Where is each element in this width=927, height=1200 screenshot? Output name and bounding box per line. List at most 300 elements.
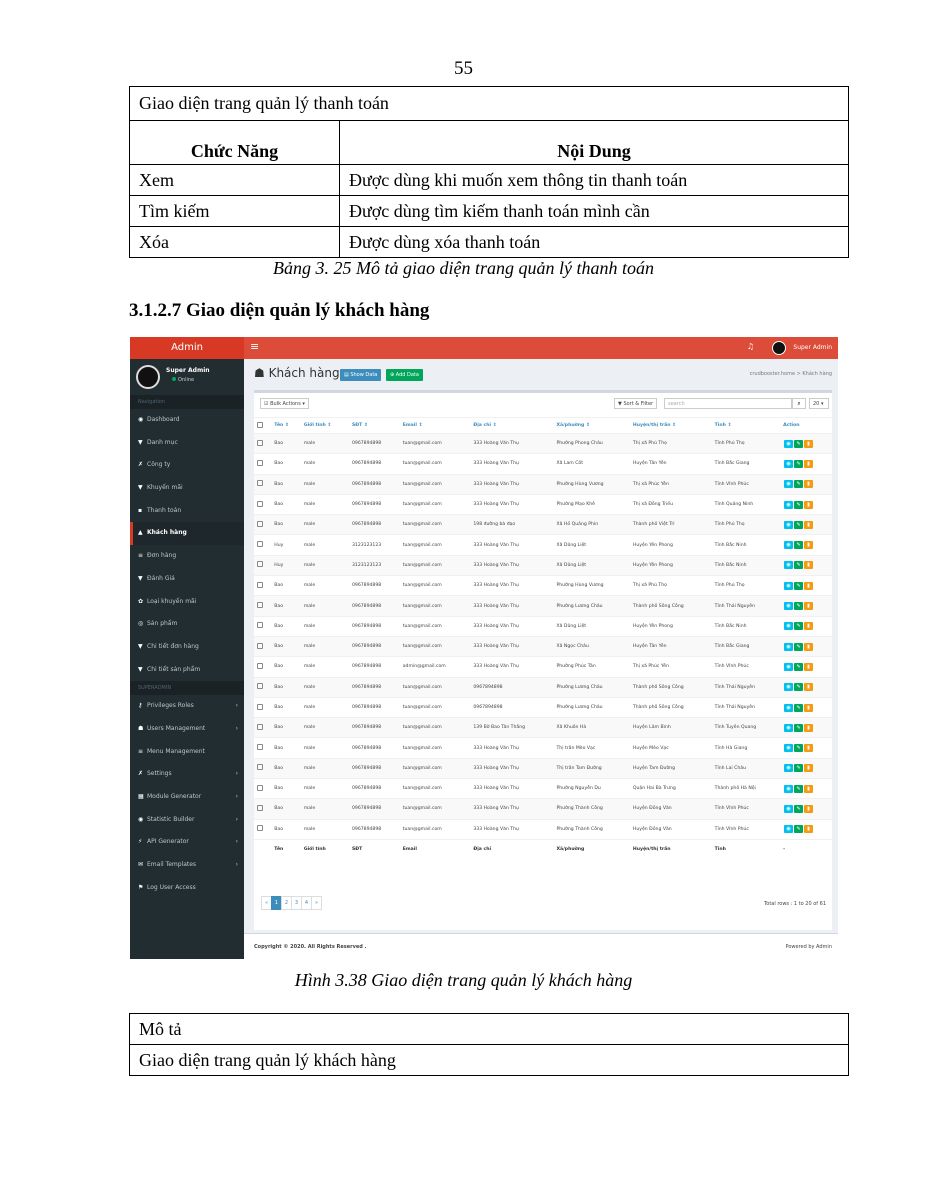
table-cell: Thị xã Phú Thọ [630, 576, 712, 596]
trash-icon[interactable]: ▮ [804, 561, 813, 569]
search-icon[interactable]: ⌕ [792, 398, 806, 409]
table-cell: Bao [271, 779, 301, 799]
eye-icon[interactable]: ◉ [784, 825, 793, 833]
table-cell: Tỉnh Thái Nguyên [712, 697, 780, 717]
eye-icon[interactable]: ◉ [784, 541, 793, 549]
api-icon: ⚡ [138, 838, 143, 846]
add-data-button[interactable]: ⊕ Add Data [386, 369, 423, 381]
limit-select[interactable]: 20 ▾ [809, 398, 829, 409]
trash-icon[interactable]: ▮ [804, 683, 813, 691]
eye-icon[interactable]: ◉ [784, 440, 793, 448]
sidebar-item[interactable] [130, 695, 244, 718]
table-cell: Được dùng xóa thanh toán [340, 227, 849, 258]
table-row [254, 515, 832, 535]
table-cell: Tỉnh Thái Nguyên [712, 596, 780, 616]
row-checkbox[interactable] [257, 704, 263, 710]
row-checkbox-cell[interactable] [254, 636, 271, 656]
row-checkbox-cell[interactable] [254, 474, 271, 494]
table-cell: tuan@gmail.com [400, 636, 471, 656]
row-checkbox-cell[interactable] [254, 758, 271, 778]
row-checkbox-cell[interactable] [254, 596, 271, 616]
table-cell: 0967894898 [349, 738, 400, 758]
table-cell: 333 Hoàng Văn Thụ [470, 799, 553, 819]
row-checkbox[interactable] [257, 663, 263, 669]
action-cell [780, 636, 832, 656]
page-button[interactable]: 2 [281, 896, 292, 910]
table-cell: Tỉnh Vĩnh Phúc [712, 657, 780, 677]
eye-icon[interactable]: ◉ [784, 764, 793, 772]
table-cell: Tỉnh Bắc Giang [712, 454, 780, 474]
trash-icon[interactable]: ▮ [804, 521, 813, 529]
trash-icon[interactable]: ▮ [804, 582, 813, 590]
row-checkbox-cell[interactable] [254, 535, 271, 555]
pencil-icon[interactable]: ✎ [794, 805, 803, 813]
row-checkbox[interactable] [257, 825, 263, 831]
trash-icon[interactable]: ▮ [804, 724, 813, 732]
page-button[interactable]: « [261, 896, 272, 910]
table-caption: Bảng 3. 25 Mô tả giao diện trang quản lý thanh toán [273, 258, 654, 278]
sidebar-item[interactable] [130, 545, 244, 568]
table-cell: admin@gmail.com [400, 657, 471, 677]
action-cell [780, 819, 832, 839]
column-header[interactable]: SĐT ⇕ [349, 418, 400, 434]
sidebar-item-label: Công ty [147, 461, 171, 469]
customer-table [254, 417, 832, 860]
table-cell: Thị xã Phúc Yên [630, 474, 712, 494]
table-cell: Bao [271, 434, 301, 454]
table-row [254, 779, 832, 799]
total-rows: Total rows : 1 to 20 of 61 [764, 901, 826, 907]
table-cell: Thị xã Đông Triều [630, 494, 712, 514]
table-cell: Xã Ngọc Châu [553, 636, 629, 656]
action-cell [780, 515, 832, 535]
row-checkbox[interactable] [257, 764, 263, 770]
column-header[interactable]: Huyện/thị trấn ⇕ [630, 418, 712, 434]
table-cell: Tỉnh Thái Nguyên [712, 677, 780, 697]
table-cell: tuan@gmail.com [400, 677, 471, 697]
row-checkbox[interactable] [257, 501, 263, 507]
description-content: Giao diện trang quản lý khách hàng [130, 1045, 849, 1076]
trash-icon[interactable]: ▮ [804, 764, 813, 772]
user-icon: ▲ [138, 529, 143, 537]
description-table [129, 1013, 849, 1076]
table-cell: Tỉnh Bắc Ninh [712, 555, 780, 575]
sidebar-item[interactable] [130, 636, 244, 659]
bell-icon[interactable]: ♫ [746, 342, 754, 351]
table-cell: Bao [271, 697, 301, 717]
table-cell: Huyện Đồng Văn [630, 799, 712, 819]
avatar [136, 365, 160, 389]
table-cell: 0967894898 [349, 494, 400, 514]
column-header[interactable]: Email ⇕ [400, 418, 471, 434]
pencil-icon[interactable]: ✎ [794, 622, 803, 630]
table-cell: 0967894898 [349, 576, 400, 596]
pencil-icon[interactable]: ✎ [794, 663, 803, 671]
select-all-checkbox[interactable] [254, 418, 271, 434]
pencil-icon[interactable]: ✎ [794, 521, 803, 529]
description-header: Mô tả [130, 1014, 849, 1045]
user-panel [130, 359, 244, 395]
sidebar-item[interactable] [130, 854, 244, 877]
table-cell: male [301, 799, 349, 819]
sidebar-item[interactable] [130, 613, 244, 636]
table-cell: Bao [271, 576, 301, 596]
row-checkbox-cell[interactable] [254, 697, 271, 717]
row-checkbox-cell[interactable] [254, 555, 271, 575]
topbar-user-name[interactable]: Super Admin [793, 344, 832, 351]
copyright: Copyright © 2020. All Rights Reserved . [254, 944, 367, 950]
table-row [254, 616, 832, 636]
row-checkbox-cell[interactable] [254, 616, 271, 636]
sidebar-item[interactable] [130, 741, 244, 764]
pagination [262, 896, 322, 910]
sidebar-item[interactable] [130, 591, 244, 614]
table-cell: Tỉnh Vĩnh Phúc [712, 799, 780, 819]
data-box [254, 390, 832, 930]
action-cell [780, 616, 832, 636]
page-title-text: Khách hàng [268, 366, 340, 380]
column-header[interactable]: Giới tính ⇕ [301, 418, 349, 434]
trash-icon[interactable]: ▮ [804, 825, 813, 833]
sidebar-item[interactable] [130, 659, 244, 682]
pencil-icon[interactable]: ✎ [794, 541, 803, 549]
pencil-icon[interactable]: ✎ [794, 724, 803, 732]
table-cell: Bao [271, 515, 301, 535]
sidebar-item[interactable] [130, 809, 244, 832]
table-cell: 139 Bờ Bao Tân Thắng [470, 718, 553, 738]
show-data-label: Show Data [350, 372, 378, 378]
eye-icon[interactable]: ◉ [784, 521, 793, 529]
search-input[interactable]: search [664, 398, 792, 409]
sidebar-item[interactable] [130, 831, 244, 854]
tool-icon: ✗ [138, 461, 144, 469]
eye-icon[interactable]: ◉ [784, 744, 793, 752]
table-cell: Xã Hồ Quảng Phìn [553, 515, 629, 535]
page-button[interactable]: » [311, 896, 322, 910]
eye-icon[interactable]: ◉ [784, 785, 793, 793]
table-cell: tuan@gmail.com [400, 779, 471, 799]
trash-icon[interactable]: ▮ [804, 602, 813, 610]
table-cell: 0967894898 [349, 799, 400, 819]
trash-icon[interactable]: ▮ [804, 541, 813, 549]
eye-icon[interactable]: ◉ [784, 704, 793, 712]
filter-icon: ▼ [138, 574, 143, 582]
chevron-right-icon: › [235, 770, 238, 778]
table-cell: Bao [271, 636, 301, 656]
table-header-content: Nội Dung [340, 121, 849, 165]
eye-icon[interactable]: ◉ [784, 805, 793, 813]
sidebar-item[interactable] [130, 718, 244, 741]
row-checkbox[interactable] [257, 744, 263, 750]
eye-icon[interactable]: ◉ [784, 582, 793, 590]
row-checkbox[interactable] [257, 561, 263, 567]
row-checkbox[interactable] [257, 724, 263, 730]
table-cell: 333 Hoàng Văn Thụ [470, 454, 553, 474]
toolbar [254, 393, 832, 413]
pencil-icon[interactable]: ✎ [794, 460, 803, 468]
action-cell [780, 535, 832, 555]
sidebar-item-label: Settings [147, 770, 172, 778]
row-checkbox-cell[interactable] [254, 718, 271, 738]
footer-column-label: Huyện/thị trấn [630, 839, 712, 859]
table-cell: 0967894898 [349, 819, 400, 839]
sidebar-item[interactable] [130, 763, 244, 786]
table-cell: Huyện Mèo Vạc [630, 738, 712, 758]
row-checkbox[interactable] [257, 643, 263, 649]
table-row [254, 555, 832, 575]
sidebar-item-label: Module Generator [147, 793, 202, 800]
pencil-icon[interactable]: ✎ [794, 643, 803, 651]
trash-icon[interactable]: ▮ [804, 663, 813, 671]
key-icon: ⚷ [138, 702, 143, 710]
row-checkbox[interactable] [257, 622, 263, 628]
action-cell [780, 758, 832, 778]
menu-toggle-icon[interactable]: ≡ [250, 340, 260, 353]
sort-filter-button[interactable]: ▼ Sort & Filter [614, 398, 657, 409]
user-name: Super Admin [166, 367, 210, 374]
row-checkbox-cell[interactable] [254, 677, 271, 697]
table-cell: Bao [271, 819, 301, 839]
row-checkbox-cell[interactable] [254, 779, 271, 799]
bulk-actions-button[interactable]: ☑ Bulk Actions ▾ [260, 398, 309, 409]
row-checkbox[interactable] [257, 602, 263, 608]
table-row [254, 474, 832, 494]
sidebar-item[interactable] [130, 454, 244, 477]
page-button[interactable]: 3 [291, 896, 302, 910]
table-cell: tuan@gmail.com [400, 555, 471, 575]
sidebar-item-label: Khuyến mãi [147, 484, 183, 492]
sidebar-item[interactable] [130, 432, 244, 455]
table-row [254, 758, 832, 778]
table-cell: Phường Phúc Tân [553, 657, 629, 677]
table-cell: tuan@gmail.com [400, 819, 471, 839]
table-cell: Tỉnh Phú Thọ [712, 434, 780, 454]
column-header[interactable]: Tỉnh ⇕ [712, 418, 780, 434]
table-cell: tuan@gmail.com [400, 799, 471, 819]
eye-icon[interactable]: ◉ [784, 724, 793, 732]
row-checkbox-cell[interactable] [254, 454, 271, 474]
table-cell: tuan@gmail.com [400, 616, 471, 636]
row-checkbox[interactable] [257, 460, 263, 466]
table-cell: tuan@gmail.com [400, 697, 471, 717]
table-cell: Xã Khuôn Hà [553, 718, 629, 738]
table-cell: Phường Lương Châu [553, 596, 629, 616]
table-cell: tuan@gmail.com [400, 494, 471, 514]
pencil-icon[interactable]: ✎ [794, 501, 803, 509]
table-row [254, 799, 832, 819]
checkbox[interactable] [257, 422, 263, 428]
table-cell: 333 Hoàng Văn Thụ [470, 779, 553, 799]
table-cell: Thành phố Hà Nội [712, 779, 780, 799]
eye-icon[interactable]: ◉ [784, 602, 793, 610]
table-row [254, 677, 832, 697]
pencil-icon[interactable]: ✎ [794, 480, 803, 488]
row-checkbox[interactable] [257, 785, 263, 791]
user-status [172, 377, 194, 383]
trash-icon[interactable]: ▮ [804, 704, 813, 712]
eye-icon[interactable]: ◉ [784, 501, 793, 509]
sidebar-item[interactable] [130, 877, 244, 900]
table-cell: 0967894898 [349, 779, 400, 799]
action-cell [780, 596, 832, 616]
action-cell [780, 454, 832, 474]
row-checkbox-cell[interactable] [254, 819, 271, 839]
sidebar-item-label: Chi tiết sản phẩm [147, 665, 201, 673]
eye-icon[interactable]: ◉ [784, 460, 793, 468]
pencil-icon[interactable]: ✎ [794, 764, 803, 772]
trash-icon[interactable]: ▮ [804, 785, 813, 793]
pencil-icon[interactable]: ✎ [794, 440, 803, 448]
app-logo[interactable]: Admin [130, 337, 244, 359]
table-cell: Huyện Yên Phong [630, 535, 712, 555]
table-cell: tuan@gmail.com [400, 515, 471, 535]
table-cell: Bao [271, 799, 301, 819]
table-cell: Bao [271, 758, 301, 778]
table-cell: 0967894898 [349, 474, 400, 494]
row-checkbox[interactable] [257, 582, 263, 588]
pencil-icon[interactable]: ✎ [794, 561, 803, 569]
action-cell [780, 779, 832, 799]
dashboard-icon: ◉ [138, 815, 144, 823]
table-cell: Phường Nguyễn Du [553, 779, 629, 799]
online-dot-icon [172, 377, 176, 381]
chevron-right-icon: › [235, 815, 238, 823]
breadcrumb[interactable]: crudbooster.home > Khách hàng [749, 371, 832, 377]
table-cell: 333 Hoàng Văn Thụ [470, 555, 553, 575]
sidebar-item[interactable] [130, 568, 244, 591]
row-checkbox-cell[interactable] [254, 494, 271, 514]
trash-icon[interactable]: ▮ [804, 643, 813, 651]
table-row [254, 454, 832, 474]
pencil-icon[interactable]: ✎ [794, 825, 803, 833]
pencil-icon[interactable]: ✎ [794, 602, 803, 610]
row-checkbox[interactable] [257, 683, 263, 689]
payment-icon: ▪ [138, 506, 143, 514]
payment-description-table [129, 86, 849, 258]
sidebar-item-label: Menu Management [147, 747, 205, 755]
table-cell: Huy [271, 555, 301, 575]
page-number: 55 [454, 58, 473, 79]
sidebar-item-label: Users Management [147, 724, 206, 732]
table-cell: Phường Lương Châu [553, 677, 629, 697]
pencil-icon[interactable]: ✎ [794, 582, 803, 590]
bulk-actions-label: Bulk Actions [270, 401, 301, 407]
trash-icon[interactable]: ▮ [804, 622, 813, 630]
table-cell: male [301, 636, 349, 656]
row-checkbox-cell[interactable] [254, 576, 271, 596]
table-cell: tuan@gmail.com [400, 535, 471, 555]
table-title: Giao diện trang quản lý thanh toán [130, 87, 849, 121]
trash-icon[interactable]: ▮ [804, 744, 813, 752]
sidebar-item[interactable] [130, 409, 244, 432]
table-cell: Tỉnh Vĩnh Phúc [712, 474, 780, 494]
table-cell: Xã Dũng Liệt [553, 555, 629, 575]
column-header[interactable]: Địa chỉ ⇕ [470, 418, 553, 434]
table-row [254, 718, 832, 738]
action-cell [780, 555, 832, 575]
row-checkbox-cell[interactable] [254, 434, 271, 454]
table-cell: Phường Phong Châu [553, 434, 629, 454]
page-button[interactable]: 1 [271, 896, 282, 910]
table-cell: tuan@gmail.com [400, 474, 471, 494]
table-cell: Huyện Tam Đường [630, 758, 712, 778]
table-cell: Tỉnh Tuyên Quang [712, 718, 780, 738]
table-row [254, 657, 832, 677]
table-cell: Phường Hùng Vương [553, 576, 629, 596]
pencil-icon[interactable]: ✎ [794, 785, 803, 793]
table-cell: 0967894898 [470, 677, 553, 697]
row-checkbox[interactable] [257, 440, 263, 446]
trash-icon[interactable]: ▮ [804, 440, 813, 448]
page-button[interactable]: 4 [301, 896, 312, 910]
user-status-text: Online [178, 377, 195, 383]
table-cell: Huyện Yên Phong [630, 555, 712, 575]
sidebar-item[interactable] [130, 786, 244, 809]
eye-icon[interactable]: ◉ [784, 663, 793, 671]
trash-icon[interactable]: ▮ [804, 501, 813, 509]
sidebar-item[interactable] [130, 477, 244, 500]
eye-icon[interactable]: ◉ [784, 643, 793, 651]
eye-icon[interactable]: ◉ [784, 561, 793, 569]
table-cell: Phường Thành Công [553, 819, 629, 839]
column-header[interactable]: Action [780, 418, 832, 434]
pencil-icon[interactable]: ✎ [794, 704, 803, 712]
dashboard-icon: ◉ [138, 416, 144, 423]
table-cell: male [301, 758, 349, 778]
row-checkbox[interactable] [257, 541, 263, 547]
row-checkbox[interactable] [257, 521, 263, 527]
trash-icon[interactable]: ▮ [804, 460, 813, 468]
eye-icon[interactable]: ◉ [784, 622, 793, 630]
row-checkbox[interactable] [257, 805, 263, 811]
row-checkbox-cell[interactable] [254, 657, 271, 677]
sidebar-item-label: API Generator [147, 838, 189, 846]
table-cell: Huyện Lâm Bình [630, 718, 712, 738]
row-checkbox[interactable] [257, 480, 263, 486]
pencil-icon[interactable]: ✎ [794, 683, 803, 691]
table-cell: male [301, 555, 349, 575]
footer-column-label: Giới tính [301, 839, 349, 859]
row-checkbox-cell[interactable] [254, 515, 271, 535]
table-cell: 0967894898 [349, 616, 400, 636]
row-checkbox-cell[interactable] [254, 799, 271, 819]
table-cell: Phường Lương Châu [553, 697, 629, 717]
row-checkbox-cell[interactable] [254, 738, 271, 758]
table-row [254, 596, 832, 616]
table-cell: Bao [271, 596, 301, 616]
eye-icon[interactable]: ◉ [784, 683, 793, 691]
table-cell: Tỉnh Quảng Ninh [712, 494, 780, 514]
table-cell: Quận Hai Bà Trưng [630, 779, 712, 799]
trash-icon[interactable]: ▮ [804, 805, 813, 813]
topbar-avatar[interactable] [772, 341, 786, 355]
sidebar-item[interactable] [130, 522, 244, 545]
pencil-icon[interactable]: ✎ [794, 744, 803, 752]
column-header[interactable]: Xã/phường ⇕ [553, 418, 629, 434]
table-cell: male [301, 819, 349, 839]
table-cell: 198 đường bà đạo [470, 515, 553, 535]
nav-header: Navigation [130, 395, 244, 409]
eye-icon[interactable]: ◉ [784, 480, 793, 488]
sidebar-item[interactable] [130, 500, 244, 523]
column-header[interactable]: Tên ⇕ [271, 418, 301, 434]
trash-icon[interactable]: ▮ [804, 480, 813, 488]
show-data-button[interactable]: ▤ Show Data [340, 369, 381, 381]
menu-icon: ≡ [138, 747, 144, 755]
table-cell: tuan@gmail.com [400, 718, 471, 738]
footer-column-label: Email [400, 839, 471, 859]
table-cell: Bao [271, 677, 301, 697]
